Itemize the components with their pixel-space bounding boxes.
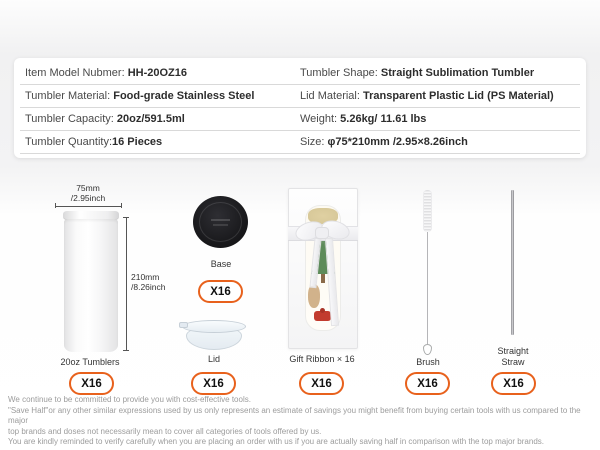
base-image bbox=[193, 196, 248, 248]
spec-quantity-value: 16 Pieces bbox=[112, 136, 163, 148]
lid-rim bbox=[182, 320, 246, 333]
tumbler-image bbox=[64, 219, 118, 352]
spec-shape-value: Straight Sublimation Tumbler bbox=[380, 67, 535, 79]
lid-image bbox=[182, 320, 246, 353]
brush-bristles bbox=[423, 190, 432, 232]
spec-quantity bbox=[20, 131, 300, 153]
spec-material-value: Food-grade Stainless Steel bbox=[113, 90, 255, 102]
spec-material bbox=[20, 85, 300, 107]
gift-qty-badge: X16 bbox=[299, 372, 344, 395]
spec-model-label: Item Model Nubmer: bbox=[25, 67, 128, 79]
gift-pattern-red-bow bbox=[314, 311, 331, 321]
base-qty-badge: X16 bbox=[198, 280, 243, 303]
spec-weight bbox=[300, 108, 580, 130]
width-tick-right bbox=[121, 203, 122, 208]
spec-shape bbox=[300, 62, 580, 84]
disclaimer-text bbox=[8, 395, 594, 448]
spec-shape-label: Tumbler Shape: bbox=[300, 67, 381, 79]
ribbon-bow-knot bbox=[315, 227, 329, 239]
spec-material-label: Tumbler Material: bbox=[25, 90, 114, 102]
spec-row-model-shape bbox=[20, 62, 580, 85]
spec-quantity-label: Tumbler Quantity: bbox=[25, 136, 113, 148]
straw-label-line1: Straight bbox=[497, 346, 529, 356]
brush-label: Brush bbox=[416, 357, 440, 367]
tumbler-width-mm: 75mm bbox=[76, 183, 100, 193]
spec-capacity bbox=[20, 108, 300, 130]
spec-size bbox=[300, 131, 580, 153]
spec-size-value: φ75*210mm /2.95×8.26inch bbox=[327, 136, 468, 148]
disclaimer-line-3: top brands and doses not necessarily mean to cover all categories of tools offered by us. bbox=[8, 426, 322, 436]
spec-capacity-label: Tumbler Capacity: bbox=[25, 113, 117, 125]
spec-weight-value: 5.26kg/ 11.61 lbs bbox=[340, 113, 427, 125]
straw-qty-badge: X16 bbox=[491, 372, 536, 395]
spec-size-label: Size: bbox=[300, 136, 328, 148]
height-tick-top bbox=[123, 217, 129, 218]
spec-model-value: HH-20OZ16 bbox=[127, 67, 187, 79]
straw-image bbox=[511, 190, 514, 335]
spec-model bbox=[20, 62, 300, 84]
spec-table bbox=[14, 58, 586, 158]
base-inner-ring bbox=[199, 202, 242, 242]
brush-loop bbox=[423, 344, 432, 355]
gift-label: Gift Ribbon × 16 bbox=[289, 354, 355, 364]
tumbler-qty-badge: X16 bbox=[69, 372, 114, 395]
width-tick-left bbox=[55, 203, 56, 208]
straw-label-line2: Straw bbox=[501, 357, 525, 367]
height-tick-bottom bbox=[123, 350, 129, 351]
tumbler-width-dimension bbox=[40, 183, 136, 203]
lid-label: Lid bbox=[207, 354, 220, 364]
disclaimer-line-4: You are kindly reminded to verify carefully when you are placing an order with us if you are actually saving half in comparison with the top major brands. bbox=[8, 437, 544, 446]
spec-lid-material bbox=[300, 85, 580, 107]
spec-row-capacity-weight bbox=[20, 108, 580, 131]
spec-row-quantity-size bbox=[20, 131, 580, 154]
gift-pattern-trunk bbox=[321, 274, 325, 283]
disclaimer-line-1: We continue to be committed to provide you with cost-effective tools. bbox=[8, 395, 251, 404]
tumbler-height-inch: /8.26inch bbox=[131, 282, 166, 292]
base-marking bbox=[211, 219, 230, 221]
spec-weight-label: Weight: bbox=[300, 113, 341, 125]
lid-qty-badge: X16 bbox=[191, 372, 236, 395]
brush-qty-badge: X16 bbox=[405, 372, 450, 395]
width-dimension-line bbox=[55, 206, 122, 207]
spec-lid-material-label: Lid Material: bbox=[300, 90, 363, 102]
spec-row-material-lid bbox=[20, 85, 580, 108]
tumbler-height-mm: 210mm bbox=[131, 272, 160, 282]
spec-lid-material-value: Transparent Plastic Lid (PS Material) bbox=[362, 90, 554, 102]
straw-label bbox=[483, 346, 543, 368]
base-marking bbox=[213, 224, 228, 226]
base-label: Base bbox=[210, 259, 232, 269]
tumbler-label: 20oz Tumblers bbox=[60, 357, 120, 367]
height-dimension-line bbox=[126, 217, 127, 351]
tumbler-width-inch: /2.95inch bbox=[70, 193, 106, 203]
lid-tab bbox=[179, 322, 188, 328]
tumbler-height-dimension bbox=[131, 272, 166, 292]
disclaimer-line-2: "Save Half"or any other similar expressions used by us only represents an estimate of savings you might benefit from buying certain tools with us compared to the major bbox=[8, 405, 581, 425]
spec-capacity-value: 20oz/591.5ml bbox=[116, 113, 185, 125]
